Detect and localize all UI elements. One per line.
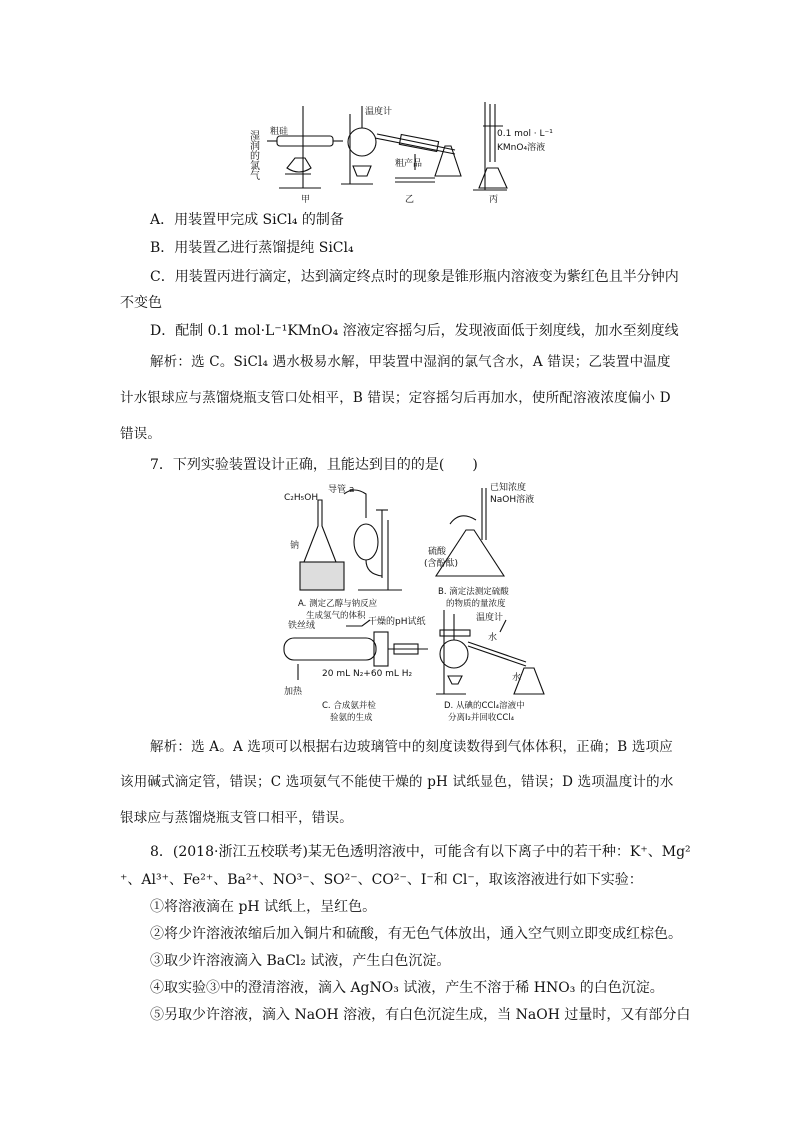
caption-bing: 丙 [489,195,499,205]
q6-option-a: A．用装置甲完成 SiCl₄ 的制备 [150,212,344,228]
label-kmno4-sol: KMnO₄溶液 [497,143,546,153]
caption-c-line2: 验氨的生成 [330,713,373,723]
label-cugui: 粗硅 [270,127,289,137]
caption-b-line2: 的物质的量浓度 [446,599,506,609]
q8-step-2: ②将少许溶液浓缩后加入铜片和硫酸，有无色气体放出，通入空气则立即变成红棕色。 [150,926,682,942]
q6-answer-line2: 计水银球应与蒸馏烧瓶支管口处相平，B 错误；定容摇匀后再加水，使所配溶液浓度偏小 D [120,390,671,406]
label-tiesirong: 铁丝绒 [288,621,316,631]
q6-answer-line3: 错误。 [120,426,162,442]
caption-d-line2: 分离I₂并回收CCl₄ [448,713,515,723]
label-naoh-solution: NaOH溶液 [490,495,535,505]
label-wenduji-d: 温度计 [476,613,504,623]
caption-yi: 乙 [405,195,415,205]
q8-stem-line2: ⁺、Al³⁺、Fe²⁺、Ba²⁺、NO³⁻、SO²⁻、CO²⁻、I⁻和 Cl⁻，取该溶液进行如下实验： [120,872,643,888]
label-wenduji: 温度计 [365,107,393,117]
label-c2h5oh: C₂H₅OH [284,493,319,503]
q6-option-c-line1: C．用装置丙进行滴定，达到滴定终点时的现象是锥形瓶内溶液变为紫红色且半分钟内 [150,269,679,285]
label-shirun-lvqi: 湿润的氯气 [247,130,259,180]
q7-answer-line1: 解析：选 A。A 选项可以根据右边玻璃管中的刻度读数得到气体体积，正确；B 选项应 [150,739,673,755]
q7-answer-line3: 银球应与蒸馏烧瓶支管口相平，错误。 [120,810,353,826]
q7-stem: 7．下列实验装置设计正确，且能达到目的的是( ) [150,457,478,473]
label-yizhi-nongdu: 已知浓度 [490,483,527,493]
q6-option-c-line2: 不变色 [120,295,162,311]
caption-d-line1: D. 从碘的CCl₄溶液中 [444,701,525,711]
caption-jia: 甲 [301,195,311,205]
q6-option-d: D．配制 0.1 mol·L⁻¹KMnO₄ 溶液定容摇匀后，发现液面低于刻度线，加水至刻度线 [150,323,679,339]
q6-answer-line1: 解析：选 C。SiCl₄ 遇水极易水解，甲装置中湿润的氯气含水，A 错误；乙装置中温度 [150,354,671,370]
q8-stem-line1: 8．(2018·浙江五校联考)某无色透明溶液中，可能含有以下离子中的若干种：K⁺、Mg² [150,844,691,860]
q8-step-1: ①将溶液滴在 pH 试纸上，呈红色。 [150,899,377,915]
label-cuchanpin: 粗产品 [395,159,423,169]
label-liusuan: 硫酸 [428,547,447,557]
q6-option-b: B．用装置乙进行蒸馏提纯 SiCl₄ [150,240,354,256]
label-kmno4-conc: 0.1 mol · L⁻¹ [497,129,553,139]
q8-step-3: ③取少许溶液滴入 BaCl₂ 试液，产生白色沉淀。 [150,953,451,969]
caption-a-line1: A. 测定乙醇与钠反应 [298,599,378,609]
q7-answer-line2: 该用碱式滴定管，错误；C 选项氨气不能使干燥的 pH 试纸显色，错误；D 选项温度计的水 [120,774,674,790]
caption-a-line2: 生成氢气的体积 [306,611,366,621]
caption-b-line1: B. 滴定法测定硫酸 [438,587,509,597]
label-shui-out: 水 [512,673,522,683]
caption-c-line1: C. 合成氨并检 [322,701,376,711]
label-gas-mix: 20 mL N₂+60 mL H₂ [322,669,413,679]
q8-step-5: ⑤另取少许溶液，滴入 NaOH 溶液，有白色沉淀生成，当 NaOH 过量时，又有部分白 [150,1007,691,1023]
q8-step-4: ④取实验③中的澄清溶液，滴入 AgNO₃ 试液，产生不溶于稀 HNO₃ 的白色沉淀。 [150,980,664,996]
apparatus-figure-jia-yi-bing [245,96,553,210]
label-dry-ph-paper: 干燥的pH试纸 [368,617,426,627]
label-shui-in: 水 [488,633,498,643]
apparatus-figure-q7 [278,480,550,728]
label-na: 钠 [290,541,300,551]
label-daoguan-a: 导管 a [328,485,355,495]
label-jiare: 加热 [284,687,303,697]
label-hanfentai: (含酚酞) [424,559,459,569]
